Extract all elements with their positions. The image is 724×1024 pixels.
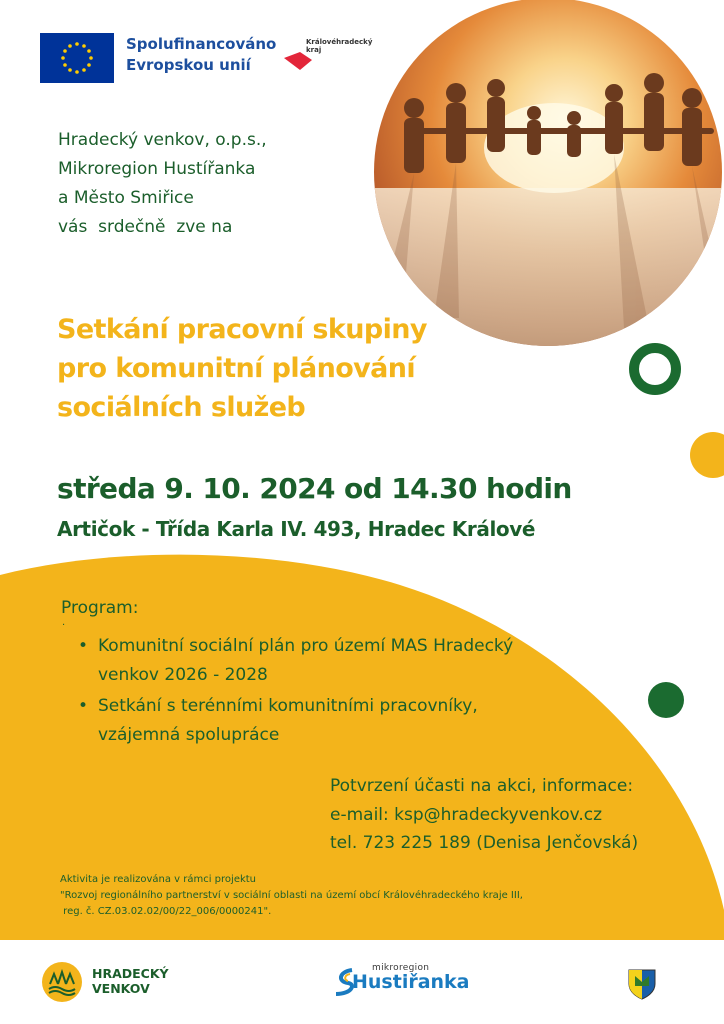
hradecky-venkov-logo-text — [92, 966, 169, 996]
program-item-2-line-2: vzájemná spolupráce — [98, 725, 280, 745]
smirice-crest-icon — [627, 966, 657, 1000]
invitation-text — [58, 126, 267, 242]
hv-line-1: HRADECKÝ — [92, 966, 169, 981]
title-line-2: pro komunitní plánování — [57, 353, 416, 384]
hustiranka-logo-text: Hustiřanka — [352, 971, 470, 993]
list-item — [78, 632, 598, 690]
contact-info — [330, 772, 638, 858]
program-item-1-line-2: venkov 2026 - 2028 — [98, 665, 268, 685]
program-marker: . — [62, 617, 66, 628]
project-note — [60, 872, 523, 920]
list-item — [78, 692, 598, 750]
paper-people-photo — [374, 0, 722, 346]
event-title — [57, 310, 427, 427]
contact-phone: tel. 723 225 189 (Denisa Jenčovská) — [330, 833, 639, 853]
hradecky-venkov-logo-icon — [42, 962, 82, 1002]
title-line-1: Setkání pracovní skupiny — [57, 314, 427, 345]
green-ring-decoration — [629, 343, 681, 395]
bullet-icon: • — [78, 696, 89, 716]
eu-line-1: Spolufinancováno — [126, 35, 277, 53]
kraj-logo-text — [306, 38, 372, 54]
invite-line-4: vás srdečně zve na — [58, 217, 233, 237]
eu-line-2: Evropskou unií — [126, 56, 251, 74]
green-dot-decoration — [648, 682, 684, 718]
event-place: Artičok - Třída Karla IV. 493, Hradec Králové — [57, 517, 536, 541]
hv-line-2: VENKOV — [92, 981, 150, 996]
program-label: Program: — [61, 598, 139, 618]
eu-flag-logo — [40, 33, 114, 83]
kraj-line-2: kraj — [306, 46, 322, 54]
program-list — [78, 632, 598, 752]
contact-heading: Potvrzení účasti na akci, informace: — [330, 776, 634, 796]
invite-line-2: Mikroregion Hustířanka — [58, 159, 256, 179]
program-item-2-line-1: Setkání s terénními komunitními pracovníky, — [98, 696, 478, 716]
program-item-1-line-1: Komunitní sociální plán pro území MAS Hradecký — [98, 636, 514, 656]
invite-line-3: a Město Smiřice — [58, 188, 194, 208]
event-date: středa 9. 10. 2024 od 14.30 hodin — [57, 472, 572, 505]
eu-cofunding-text — [126, 34, 276, 76]
title-line-3: sociálních služeb — [57, 392, 306, 423]
project-line-1: Aktivita je realizována v rámci projektu — [60, 874, 257, 885]
contact-email: e-mail: ksp@hradeckyvenkov.cz — [330, 804, 603, 825]
project-line-2: "Rozvoj regionálního partnerství v sociální oblasti na území obcí Královéhradeckého kraje III, — [60, 890, 523, 901]
bullet-icon: • — [78, 636, 89, 656]
invite-line-1: Hradecký venkov, o.p.s., — [58, 130, 267, 150]
kraj-line-1: Královéhradecký — [306, 38, 373, 46]
project-line-3: reg. č. CZ.03.02.02/00/22_006/0000241". — [60, 906, 272, 917]
hustiranka-logo-small-text: mikroregion — [372, 963, 430, 973]
